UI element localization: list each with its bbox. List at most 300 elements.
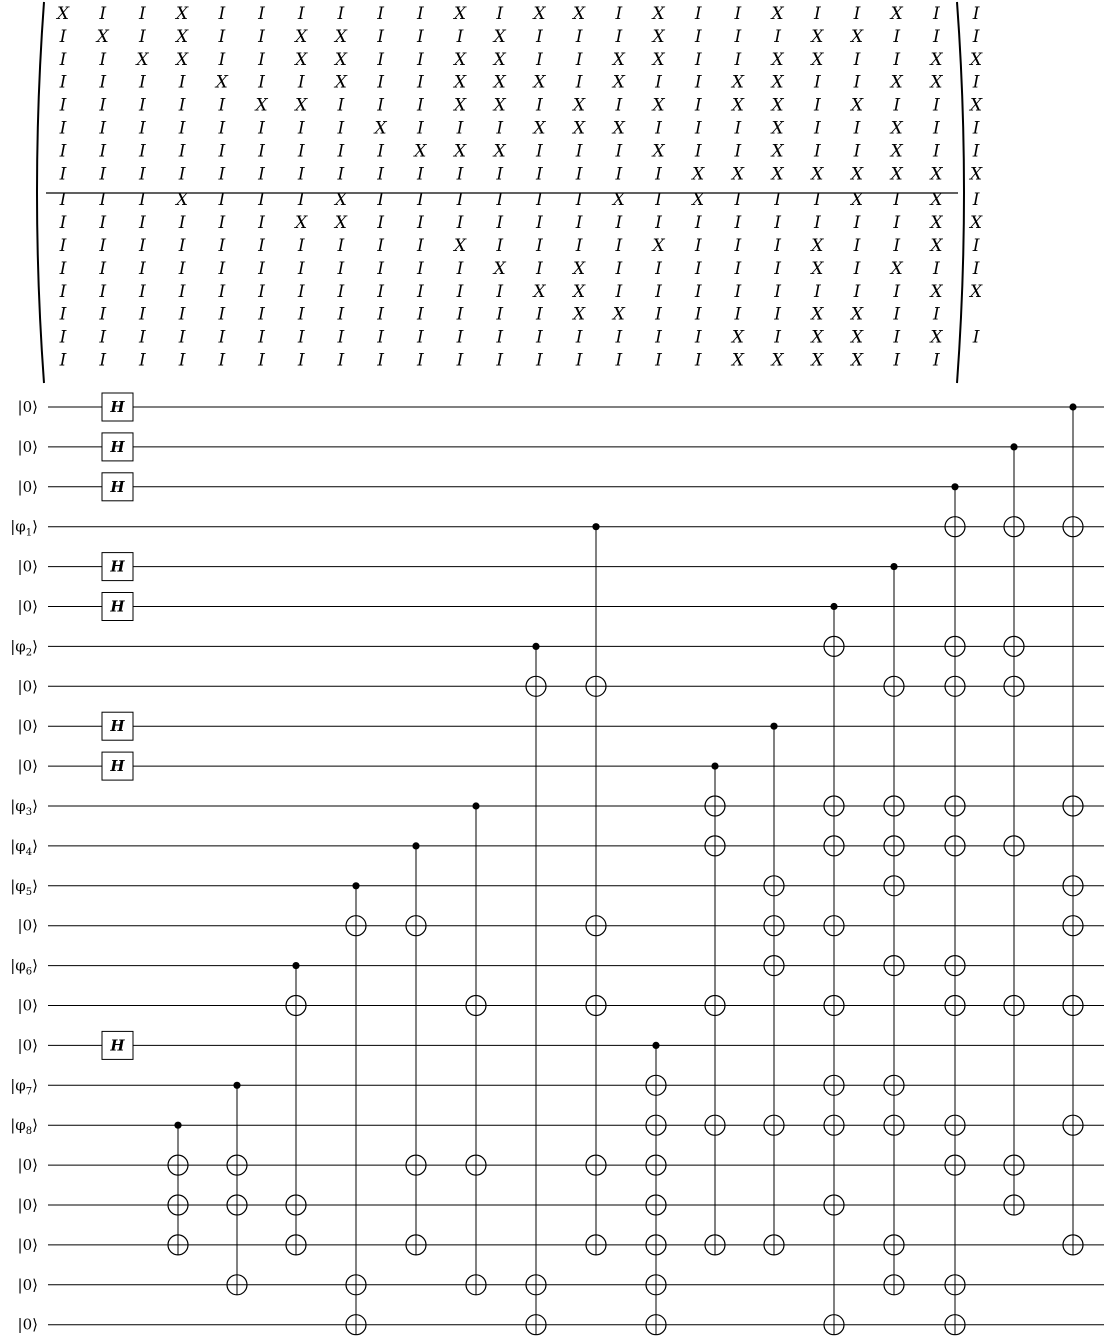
matrix-cell: I [218,190,226,211]
matrix-cell: I [416,49,424,70]
matrix-cell: I [178,213,186,234]
matrix-cell: X [176,190,189,211]
wire-label: |0⟩ [17,1315,38,1334]
matrix-cell: I [972,26,980,47]
matrix-cell: X [930,190,943,211]
matrix-cell: X [295,49,308,70]
matrix-cell: X [453,72,467,93]
matrix-cell: I [496,213,504,234]
matrix-cell: I [893,236,901,256]
matrix-cell: X [612,190,625,211]
matrix-cell: I [734,49,742,70]
matrix-cell: I [59,213,67,234]
matrix-cell: X [453,141,467,162]
matrix-cell: I [59,281,67,302]
matrix-cell: I [734,4,742,24]
hadamard-gate-label: H [110,717,125,736]
cnot-control-dot [412,842,419,849]
matrix-cell: I [655,350,662,371]
matrix-cell: I [99,4,107,24]
matrix-cell: X [811,258,824,279]
hadamard-gate-label: H [110,398,125,416]
matrix-cell: I [59,141,67,162]
matrix-cell: I [933,95,940,116]
wire-label: $|\varphi_2⟩$ [10,637,38,659]
matrix-cell: I [178,258,186,279]
matrix-cell: I [218,26,226,47]
matrix-cell: I [297,304,305,325]
matrix-cell: I [297,190,305,211]
matrix-cell: I [337,164,345,185]
matrix-cell: X [573,281,586,302]
matrix-cell: X [533,4,546,24]
wire-label: |0⟩ [17,996,38,1015]
matrix-cell: I [139,164,146,185]
matrix-cell: X [652,141,665,162]
matrix-cell: I [218,213,226,234]
matrix-cell: I [99,327,107,348]
matrix-cell: I [456,281,464,302]
matrix-cell: I [893,95,901,116]
matrix-cell: X [811,49,824,70]
matrix-cell: I [893,213,901,234]
matrix-cell: I [337,281,345,302]
hadamard-gate-label: H [110,477,125,496]
wire-label: $|\varphi_7⟩$ [10,1076,38,1098]
matrix-cell: I [337,118,345,139]
cnot-control-dot [951,483,958,490]
matrix-cell: X [255,95,268,116]
matrix-cell: X [970,281,983,302]
matrix-cell: I [456,164,464,185]
matrix-cell: I [377,164,384,185]
matrix-cell: I [694,95,702,116]
matrix-cell: I [377,327,384,348]
matrix-cell: I [655,118,662,139]
matrix-cell: I [774,26,781,47]
wire-label: |0⟩ [17,437,38,456]
matrix-cell: I [59,258,67,279]
matrix-cell: I [655,327,662,348]
matrix-cell: I [178,327,186,348]
matrix-cell: X [652,49,665,70]
matrix-cell: I [615,258,623,279]
hadamard-gate-label: H [110,597,125,616]
matrix-cell: X [334,72,347,93]
matrix-cell: I [258,258,265,279]
matrix-cell: I [972,118,980,139]
matrix-cell: X [970,95,983,116]
matrix-cell: I [178,95,186,116]
matrix-cell: I [496,118,504,139]
matrix-cell: I [377,26,384,47]
matrix-cell: I [139,258,146,279]
matrix-cell: I [218,141,226,162]
matrix-cell: I [694,236,702,256]
matrix-cell: X [930,327,943,348]
matrix-cell: I [377,236,384,256]
matrix-cell: I [813,95,821,116]
matrix-cell: I [416,236,424,256]
matrix-cell: I [734,141,742,162]
wire-label: |0⟩ [17,757,38,776]
matrix-cell: I [258,327,265,348]
matrix-cell: I [99,164,107,185]
matrix-cell: I [59,350,67,371]
matrix-cell: I [813,141,821,162]
matrix-cell: I [297,350,305,371]
hadamard-gate-label: H [110,757,125,776]
matrix-cell: X [811,164,824,185]
matrix-cell: I [99,95,107,116]
matrix-cell: X [850,164,864,185]
matrix-cell: I [218,4,226,24]
matrix-cell: X [374,118,387,139]
matrix-cell: I [416,118,424,139]
matrix-cell: X [811,350,824,371]
matrix-cell: I [258,213,265,234]
cnot-control-dot [652,1042,659,1049]
matrix-cell: I [933,118,940,139]
cnot-control-dot [532,643,539,650]
matrix-cell: I [893,26,901,47]
matrix-cell: I [377,190,384,211]
matrix-cell: I [893,350,901,371]
matrix-cell: X [771,350,784,371]
matrix-cell: X [176,26,189,47]
matrix-cell: I [297,236,305,256]
matrix-cell: I [615,327,623,348]
matrix-cell: I [258,141,265,162]
matrix-cell: I [297,72,305,93]
matrix-cell: X [692,164,705,185]
matrix-cell: I [218,236,226,256]
matrix-cell: X [573,258,586,279]
matrix-cell: X [930,213,943,234]
matrix-cell: I [416,4,424,24]
matrix-cell: I [496,327,504,348]
matrix-cell: I [416,350,424,371]
matrix-cell: I [218,281,226,302]
matrix-cell: I [694,281,702,302]
matrix-cell: X [850,327,864,348]
matrix-cell: I [178,350,186,371]
matrix-left-paren [37,2,44,383]
cnot-control-dot [592,523,599,530]
matrix-cell: I [297,141,305,162]
matrix-cell: I [59,72,67,93]
matrix-cell: X [453,49,467,70]
matrix-cell: I [774,281,781,302]
matrix-cell: I [933,4,940,24]
matrix-cell: I [496,4,504,24]
matrix-cell: I [377,281,384,302]
matrix-cell: I [655,213,662,234]
matrix-cell: X [731,95,744,116]
matrix-cell: I [297,258,305,279]
matrix-cell: X [176,49,189,70]
matrix-cell: I [99,350,107,371]
matrix-cell: I [536,258,543,279]
matrix-cell: I [258,281,265,302]
wire-label: |0⟩ [17,677,38,696]
matrix-cell: I [218,95,226,116]
matrix-cell: I [99,141,107,162]
matrix-cell: I [59,304,67,325]
matrix-cell: I [536,95,543,116]
matrix-cell: I [694,213,702,234]
matrix-cell: I [853,236,861,256]
cnot-control-dot [174,1122,181,1129]
matrix-cell: I [655,164,662,185]
matrix-cell: X [771,4,784,24]
matrix-cell: X [771,118,784,139]
matrix-cell: I [59,327,67,348]
cnot-control-dot [1069,403,1076,410]
matrix-cell: I [139,95,146,116]
wire-label: |0⟩ [17,1036,38,1055]
matrix-cell: X [493,72,506,93]
hadamard-gate-label: H [110,557,125,576]
matrix-cell: I [893,190,901,211]
matrix-cell: I [456,190,464,211]
matrix-cell: I [575,327,583,348]
matrix-cell: I [933,26,940,47]
matrix-cell: I [377,4,384,24]
matrix-cell: X [930,164,943,185]
matrix-cell: X [215,72,228,93]
cnot-control-dot [890,563,897,570]
matrix-cell: X [850,26,864,47]
matrix-cell: I [178,141,186,162]
wire-label: |0⟩ [17,477,38,496]
matrix-cell: X [612,304,625,325]
matrix-cell: I [893,304,901,325]
matrix-cell: I [536,304,543,325]
matrix-cell: I [575,350,583,371]
matrix-cell: X [811,236,824,256]
matrix-cell: I [297,327,305,348]
matrix-cell: I [139,72,146,93]
matrix-cell: I [694,118,702,139]
matrix-cell: I [893,49,901,70]
matrix-cell: X [930,236,943,256]
wire-label: |0⟩ [17,1196,38,1214]
matrix-cell: I [655,304,662,325]
cnot-control-dot [292,962,299,969]
matrix-cell: I [774,327,781,348]
matrix-cell: I [893,281,901,302]
matrix-cell: I [99,213,107,234]
matrix-cell: X [652,26,665,47]
matrix-cell: I [297,118,305,139]
matrix-cell: I [496,190,504,211]
matrix-cell: I [575,213,583,234]
matrix-cell: X [890,141,903,162]
matrix-cell: I [258,49,265,70]
wire-label: |0⟩ [17,1275,38,1294]
cnot-control-dot [770,723,777,730]
matrix-cell: I [853,141,861,162]
matrix-cell: I [734,304,742,325]
matrix-cell: I [416,281,424,302]
matrix-cell: I [853,213,861,234]
matrix-cell: I [615,213,623,234]
matrix-cell: X [771,95,784,116]
matrix-cell: X [453,95,467,116]
matrix-cell: X [731,350,744,371]
matrix-cell: I [377,213,384,234]
matrix-cell: I [575,49,583,70]
matrix-cell: I [813,4,821,24]
matrix-cell: X [652,4,665,24]
matrix-cell: I [178,118,186,139]
cnot-control-dot [472,802,479,809]
matrix-cell: I [496,164,504,185]
matrix-cell: X [493,258,506,279]
matrix-cell: X [771,49,784,70]
matrix-cell: I [813,281,821,302]
matrix-cell: I [456,26,464,47]
matrix-cell: I [536,164,543,185]
matrix-cell: X [970,213,983,234]
matrix-cell: I [575,164,583,185]
matrix-cell: I [139,327,146,348]
matrix-cell: X [731,327,744,348]
matrix-cell: I [297,281,305,302]
matrix-cell: I [615,95,623,116]
matrix-cell: X [970,164,983,185]
matrix-cell: I [99,236,107,256]
wire-label: $|\varphi_4⟩$ [10,836,38,858]
matrix-cell: I [337,95,345,116]
matrix-cell: I [694,327,702,348]
matrix-cell: X [850,95,864,116]
matrix-cell: I [536,236,543,256]
matrix-cell: I [258,304,265,325]
matrix-cell: I [774,236,781,256]
matrix-cell: I [615,26,623,47]
matrix-cell: X [811,304,824,325]
wire-label: |0⟩ [17,398,38,416]
matrix-cell: X [573,95,586,116]
matrix-cell: I [99,304,107,325]
matrix-cell: I [933,141,940,162]
matrix-cell: X [612,118,625,139]
matrix-cell: I [893,327,901,348]
matrix-cell: I [694,49,702,70]
matrix-cell: I [734,213,742,234]
matrix-cell: I [774,258,781,279]
matrix-cell: X [295,26,308,47]
matrix-cell: I [694,72,702,93]
matrix-cell: X [811,327,824,348]
matrix-cell: X [890,164,903,185]
matrix-cell: I [575,141,583,162]
matrix-cell: I [575,190,583,211]
matrix-cell: I [377,95,384,116]
matrix-cell: I [139,213,146,234]
matrix-cell: I [575,26,583,47]
matrix-cell: I [377,141,384,162]
matrix-cell: I [99,72,107,93]
wire-label: $|\varphi_1⟩$ [10,517,38,539]
wire-label: $|\varphi_5⟩$ [10,876,38,898]
matrix-cell: I [496,236,504,256]
matrix-cell: I [99,118,107,139]
matrix-cell: I [99,258,107,279]
matrix-cell: X [612,72,625,93]
matrix-cell: X [692,190,705,211]
matrix-cell: X [890,258,903,279]
matrix-cell: I [536,49,543,70]
matrix-cell: I [933,258,940,279]
matrix-cell: I [258,350,265,371]
matrix-cell: I [139,281,146,302]
matrix-cell: I [813,190,821,211]
matrix-cell: I [59,164,67,185]
matrix-cell: I [139,118,146,139]
matrix-cell: I [853,4,861,24]
matrix-cell: I [575,72,583,93]
matrix-cell: I [416,258,424,279]
matrix-cell: X [493,49,506,70]
matrix-cell: X [334,190,347,211]
matrix-cell: I [972,236,980,256]
matrix-cell: I [734,258,742,279]
cnot-control-dot [352,882,359,889]
matrix-cell: I [933,350,940,371]
wire-label: |0⟩ [17,717,38,736]
matrix-cell: I [694,26,702,47]
matrix-cell: I [813,72,821,93]
matrix-cell: X [930,72,943,93]
matrix-cell: I [337,258,345,279]
matrix-cell: X [771,164,784,185]
matrix-cell: X [573,4,586,24]
matrix-cell: X [493,26,506,47]
matrix-cell: X [334,26,347,47]
matrix-cell: X [453,236,467,256]
matrix-cell: I [456,350,464,371]
matrix-cell: X [771,141,784,162]
matrix-cell: I [536,190,543,211]
matrix-cell: I [536,141,543,162]
matrix-cell: I [377,49,384,70]
matrix-cell: X [573,304,586,325]
matrix-cell: I [218,350,226,371]
matrix-cell: I [933,304,940,325]
quantum-circuit [10,393,1104,1335]
matrix-cell: I [496,281,504,302]
stabilizer-matrix [37,2,983,383]
matrix-cell: X [533,118,546,139]
matrix-cell: I [218,49,226,70]
matrix-cell: I [178,236,186,256]
wire-label: |0⟩ [17,1156,38,1175]
matrix-cell: I [536,213,543,234]
matrix-cell: I [972,72,980,93]
matrix-cell: X [414,141,427,162]
matrix-cell: I [694,141,702,162]
matrix-cell: I [139,236,146,256]
matrix-cell: I [774,213,781,234]
matrix-cell: I [416,213,424,234]
matrix-cell: X [731,72,744,93]
cnot-control-dot [1010,443,1017,450]
matrix-cell: I [456,118,464,139]
matrix-cell: I [575,236,583,256]
